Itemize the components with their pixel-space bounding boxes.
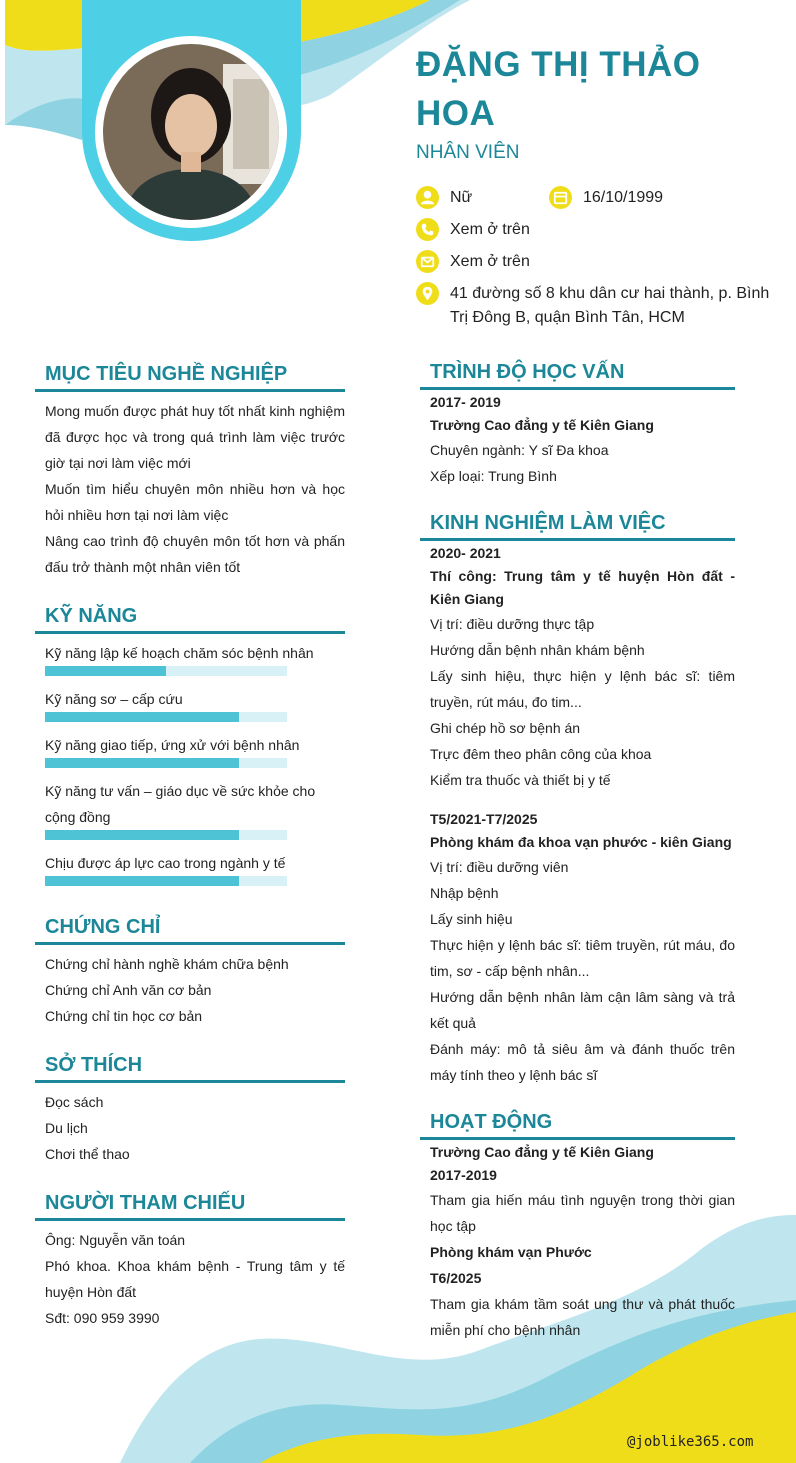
job-duty: Vị trí: điều dưỡng thực tập (430, 616, 595, 632)
activity-period: T6/2025 (430, 1270, 482, 1286)
address-value: 41 đường số 8 khu dân cư hai thành, p. Bình Trị Đông B, quận Bình Tân, HCM (450, 285, 770, 326)
skills-title: KỸ NĂNG (45, 605, 138, 627)
section-divider (35, 1218, 345, 1221)
job-duty: Hướng dẫn bệnh nhân khám bệnh (430, 642, 645, 658)
skill-bar (45, 666, 287, 676)
certificate-item: Chứng chỉ hành nghề khám chữa bệnh (45, 956, 289, 972)
activity-period: 2017-2019 (430, 1167, 497, 1183)
job-duty: Nhập bệnh (430, 885, 499, 901)
job-duty: Ghi chép hồ sơ bệnh án (430, 720, 581, 736)
skill-label: Kỹ năng giao tiếp, ứng xử với bệnh nhân (45, 737, 300, 753)
job-duty: Vị trí: điều dưỡng viên (430, 859, 569, 875)
section-divider (35, 389, 345, 392)
phone-icon (416, 218, 439, 241)
birthdate-value: 16/10/1999 (583, 189, 664, 206)
education-title: TRÌNH ĐỘ HỌC VẤN (430, 361, 625, 383)
objective-title: MỤC TIÊU NGHỀ NGHIỆP (45, 363, 288, 385)
job-period: 2020- 2021 (430, 545, 501, 561)
job-duty: Hướng dẫn bệnh nhân làm cận lâm sàng và trả kết quả (430, 989, 735, 1031)
hobby-item: Chơi thể thao (45, 1146, 130, 1162)
education-period: 2017- 2019 (430, 394, 501, 410)
skill-bar-fill (45, 666, 166, 676)
person-icon (416, 186, 439, 209)
job-place: Phòng khám đa khoa vạn phước - kiên Giang (430, 834, 732, 850)
certificate-item: Chứng chỉ Anh văn cơ bản (45, 982, 212, 998)
activity-desc: Tham gia hiến máu tình nguyện trong thời gian học tập (430, 1192, 735, 1234)
skill-bar (45, 876, 287, 886)
email-icon (416, 250, 439, 273)
phone-value: Xem ở trên (450, 221, 530, 238)
objective-item: Mong muốn được phát huy tốt nhất kinh nghiệm đã được học và trong quá trình làm việc trước giờ tại nơi làm việc mới (45, 403, 345, 471)
section-divider (35, 631, 345, 634)
job-title: NHÂN VIÊN (416, 142, 520, 163)
education-school: Trường Cao đẳng y tế Kiên Giang (430, 417, 654, 433)
section-divider (420, 1137, 735, 1140)
activity-org: Phòng khám vạn Phước (430, 1244, 592, 1260)
location-icon (416, 282, 439, 305)
skill-bar (45, 830, 287, 840)
objective-item: Nâng cao trình độ chuyên môn tốt hơn và phấn đấu trở thành một nhân viên tốt (45, 533, 345, 575)
hobby-item: Đọc sách (45, 1094, 104, 1110)
certificate-item: Chứng chỉ tin học cơ bản (45, 1008, 203, 1024)
job-period: T5/2021-T7/2025 (430, 811, 538, 827)
references-title: NGƯỜI THAM CHIẾU (45, 1192, 246, 1214)
activity-desc: Tham gia khám tầm soát ung thư và phát thuốc miễn phí cho bệnh nhân (430, 1296, 735, 1338)
job-duty: Kiểm tra thuốc và thiết bị y tế (430, 772, 611, 788)
reference-position: Phó khoa. Khoa khám bệnh - Trung tâm y tế huyện Hòn đất (45, 1258, 345, 1300)
avatar-image (103, 44, 279, 220)
activity-org: Trường Cao đẳng y tế Kiên Giang (430, 1144, 654, 1160)
objective-item: Muốn tìm hiểu chuyên môn nhiều hơn và học hỏi nhiều hơn tại nơi làm việc (45, 481, 345, 523)
gender-value: Nữ (450, 189, 473, 206)
job-duty: Đánh máy: mô tả siêu âm và đánh thuốc trên máy tính theo y lệnh bác sĩ (430, 1041, 735, 1083)
section-divider (35, 1080, 345, 1083)
skill-label: Chịu được áp lực cao trong ngành y tế (45, 855, 286, 871)
hobbies-title: SỞ THÍCH (45, 1054, 143, 1076)
education-grade: Xếp loại: Trung Bình (430, 468, 557, 484)
reference-phone: Sđt: 090 959 3990 (45, 1310, 160, 1326)
skill-label: Kỹ năng lập kế hoạch chăm sóc bệnh nhân (45, 645, 314, 661)
skill-label: Kỹ năng tư vấn – giáo dục về sức khỏe cho cộng đồng (45, 783, 316, 825)
hobby-item: Du lịch (45, 1120, 88, 1136)
job-duty: Thực hiện y lệnh bác sĩ: tiêm truyền, rút máu, đo tim, sơ - cấp bệnh nhân... (430, 937, 735, 979)
skill-bar-fill (45, 830, 239, 840)
watermark: @joblike365.com (627, 1434, 754, 1450)
calendar-icon (549, 186, 572, 209)
section-divider (420, 538, 735, 541)
skill-bar-fill (45, 876, 239, 886)
job-duty: Lấy sinh hiệu (430, 911, 513, 927)
skill-bar (45, 758, 287, 768)
job-place: Thí công: Trung tâm y tế huyện Hòn đất - Kiên Giang (430, 568, 735, 607)
avatar (95, 36, 287, 228)
education-major: Chuyên ngành: Y sĩ Đa khoa (430, 442, 609, 458)
skill-bar-fill (45, 712, 239, 722)
certificates-title: CHỨNG CHỈ (45, 916, 161, 938)
skill-bar (45, 712, 287, 722)
reference-name: Ông: Nguyễn văn toán (45, 1232, 186, 1248)
section-divider (420, 387, 735, 390)
candidate-name: ĐẶNG THỊ THẢO HOA (416, 45, 701, 133)
email-value: Xem ở trên (450, 253, 530, 270)
skill-bar-fill (45, 758, 239, 768)
section-divider (35, 942, 345, 945)
activities-title: HOẠT ĐỘNG (430, 1111, 553, 1133)
experience-title: KINH NGHIỆM LÀM VIỆC (430, 512, 666, 534)
skill-label: Kỹ năng sơ – cấp cứu (45, 691, 183, 707)
job-duty: Trực đêm theo phân công của khoa (430, 746, 652, 762)
job-duty: Lấy sinh hiệu, thực hiện y lệnh bác sĩ: tiêm truyền, rút máu, đo tim... (430, 668, 735, 710)
